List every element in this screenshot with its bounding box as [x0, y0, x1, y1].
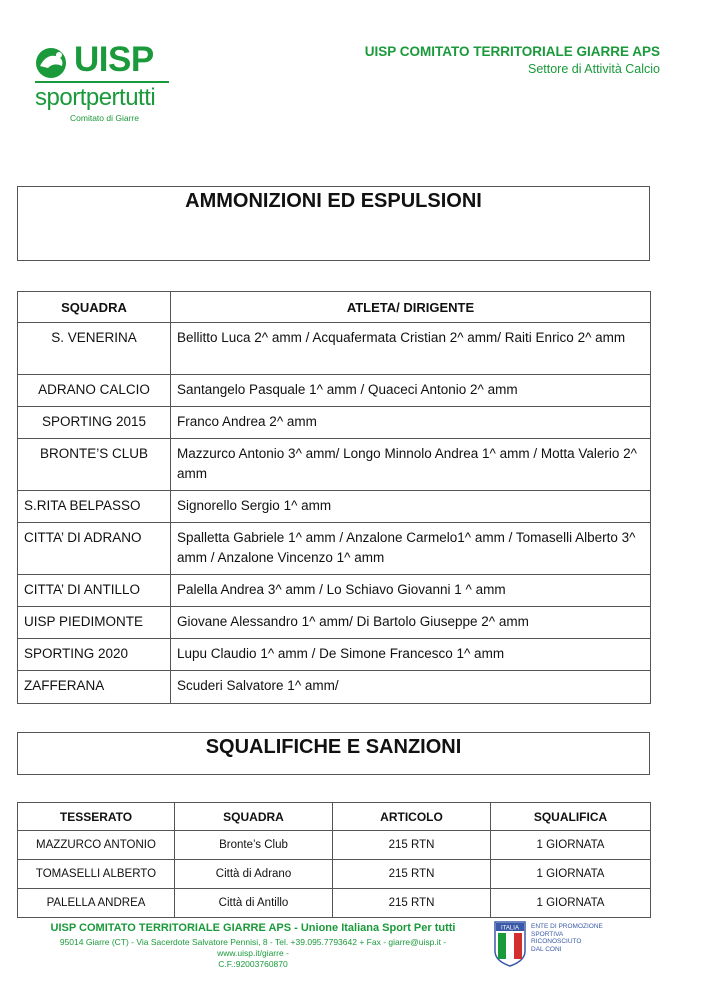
coni-line: ENTE DI PROMOZIONE: [531, 923, 603, 930]
table-header-row: [18, 803, 651, 831]
article-cell: 215 RTN: [333, 889, 491, 918]
table-row: [18, 323, 651, 375]
team-cell: CITTA’ DI ADRANO: [18, 523, 171, 575]
warnings-table: [17, 291, 651, 704]
players-cell: Bellitto Luca 2^ amm / Acquafermata Cristian 2^ amm/ Raiti Enrico 2^ amm: [171, 323, 651, 375]
footer-address-line: 95014 Giarre (CT) - Via Sacerdote Salvatore Pennisi, 8 - Tel. +39.095.7793642 + Fax - giarre@uisp.it - www.uisp.it/giarre -: [59, 937, 447, 958]
players-cell: Palella Andrea 3^ amm / Lo Schiavo Giovanni 1 ^ amm: [171, 575, 651, 607]
uisp-logo: [34, 42, 174, 122]
coni-text: [531, 923, 603, 953]
team-cell: UISP PIEDIMONTE: [18, 607, 171, 639]
coni-line: SPORTIVA: [531, 930, 564, 938]
col-header-member: TESSERATO: [18, 803, 175, 831]
players-cell: Giovane Alessandro 1^ amm/ Di Bartolo Giuseppe 2^ amm: [171, 607, 651, 639]
section1-title: AMMONIZIONI ED ESPULSIONI: [185, 190, 482, 212]
table-row: [18, 889, 651, 918]
italia-label: ITALIA: [501, 925, 519, 932]
member-cell: TOMASELLI ALBERTO: [18, 860, 175, 889]
logo-subtitle: Comitato di Giarre: [70, 113, 139, 123]
team-cell: Città di Antillo: [175, 889, 333, 918]
logo-wordmark: UISP: [74, 40, 154, 79]
coni-line: RICONOSCIUTO: [531, 938, 582, 945]
players-cell: Santangelo Pasquale 1^ amm / Quaceci Antonio 2^ amm: [171, 375, 651, 407]
table-row: [18, 639, 651, 671]
article-cell: 215 RTN: [333, 831, 491, 860]
team-cell: S.RITA BELPASSO: [18, 491, 171, 523]
org-subtitle: Settore di Attività Calcio: [527, 62, 660, 76]
penalty-cell: 1 GIORNATA: [491, 831, 651, 860]
players-cell: Franco Andrea 2^ amm: [171, 407, 651, 439]
table-row: [18, 671, 651, 704]
org-header: [365, 44, 660, 76]
col-header-team: SQUADRA: [18, 292, 171, 323]
section2-title-box: [17, 732, 650, 775]
section2-title: SQUALIFICHE E SANZIONI: [205, 736, 462, 758]
coni-line: DAL CONI: [531, 945, 562, 953]
table-header-row: [18, 292, 651, 323]
footer-org-line: UISP COMITATO TERRITORIALE GIARRE APS - Unione Italiana Sport Per tutti: [50, 922, 456, 934]
footer-address: [28, 937, 478, 970]
team-cell: Bronte’s Club: [175, 831, 333, 860]
team-cell: ZAFFERANA: [18, 671, 171, 704]
table-row: [18, 491, 651, 523]
section1-title-box: [17, 186, 650, 261]
table-row: [18, 831, 651, 860]
team-cell: ADRANO CALCIO: [18, 375, 171, 407]
suspensions-table: [17, 802, 651, 918]
uisp-emblem-icon: [34, 46, 70, 80]
players-cell: Mazzurco Antonio 3^ amm/ Longo Minnolo Andrea 1^ amm / Motta Valerio 2^ amm: [171, 439, 651, 491]
col-header-penalty: SQUALIFICA: [491, 803, 651, 831]
table-row: [18, 523, 651, 575]
article-cell: 215 RTN: [333, 860, 491, 889]
table-row: [18, 575, 651, 607]
team-cell: Città di Adrano: [175, 860, 333, 889]
players-cell: Scuderi Salvatore 1^ amm/: [171, 671, 651, 704]
players-cell: Spalletta Gabriele 1^ amm / Anzalone Carmelo1^ amm / Tomaselli Alberto 3^ amm / Anzalone Vincenzo 1^ amm: [171, 523, 651, 575]
players-cell: Signorello Sergio 1^ amm: [171, 491, 651, 523]
italia-shield-icon: [494, 921, 526, 967]
page-footer: [28, 922, 478, 970]
logo-tagline: sportpertutti: [35, 84, 156, 111]
col-header-article: ARTICOLO: [333, 803, 491, 831]
member-cell: PALELLA ANDREA: [18, 889, 175, 918]
table-row: [18, 439, 651, 491]
table-row: [18, 407, 651, 439]
table-row: [18, 375, 651, 407]
col-header-player: ATLETA/ DIRIGENTE: [171, 292, 651, 323]
team-cell: SPORTING 2020: [18, 639, 171, 671]
players-cell: Lupu Claudio 1^ amm / De Simone Francesco 1^ amm: [171, 639, 651, 671]
org-title: UISP COMITATO TERRITORIALE GIARRE APS: [364, 44, 660, 59]
col-header-team: SQUADRA: [175, 803, 333, 831]
team-cell: S. VENERINA: [18, 323, 171, 375]
penalty-cell: 1 GIORNATA: [491, 860, 651, 889]
table-row: [18, 607, 651, 639]
logo-divider: [35, 81, 169, 83]
member-cell: MAZZURCO ANTONIO: [18, 831, 175, 860]
coni-badge: [494, 921, 614, 969]
footer-tax-code: C.F.:92003760870: [218, 959, 288, 969]
team-cell: SPORTING 2015: [18, 407, 171, 439]
team-cell: BRONTE’S CLUB: [18, 439, 171, 491]
penalty-cell: 1 GIORNATA: [491, 889, 651, 918]
table-row: [18, 860, 651, 889]
team-cell: CITTA’ DI ANTILLO: [18, 575, 171, 607]
